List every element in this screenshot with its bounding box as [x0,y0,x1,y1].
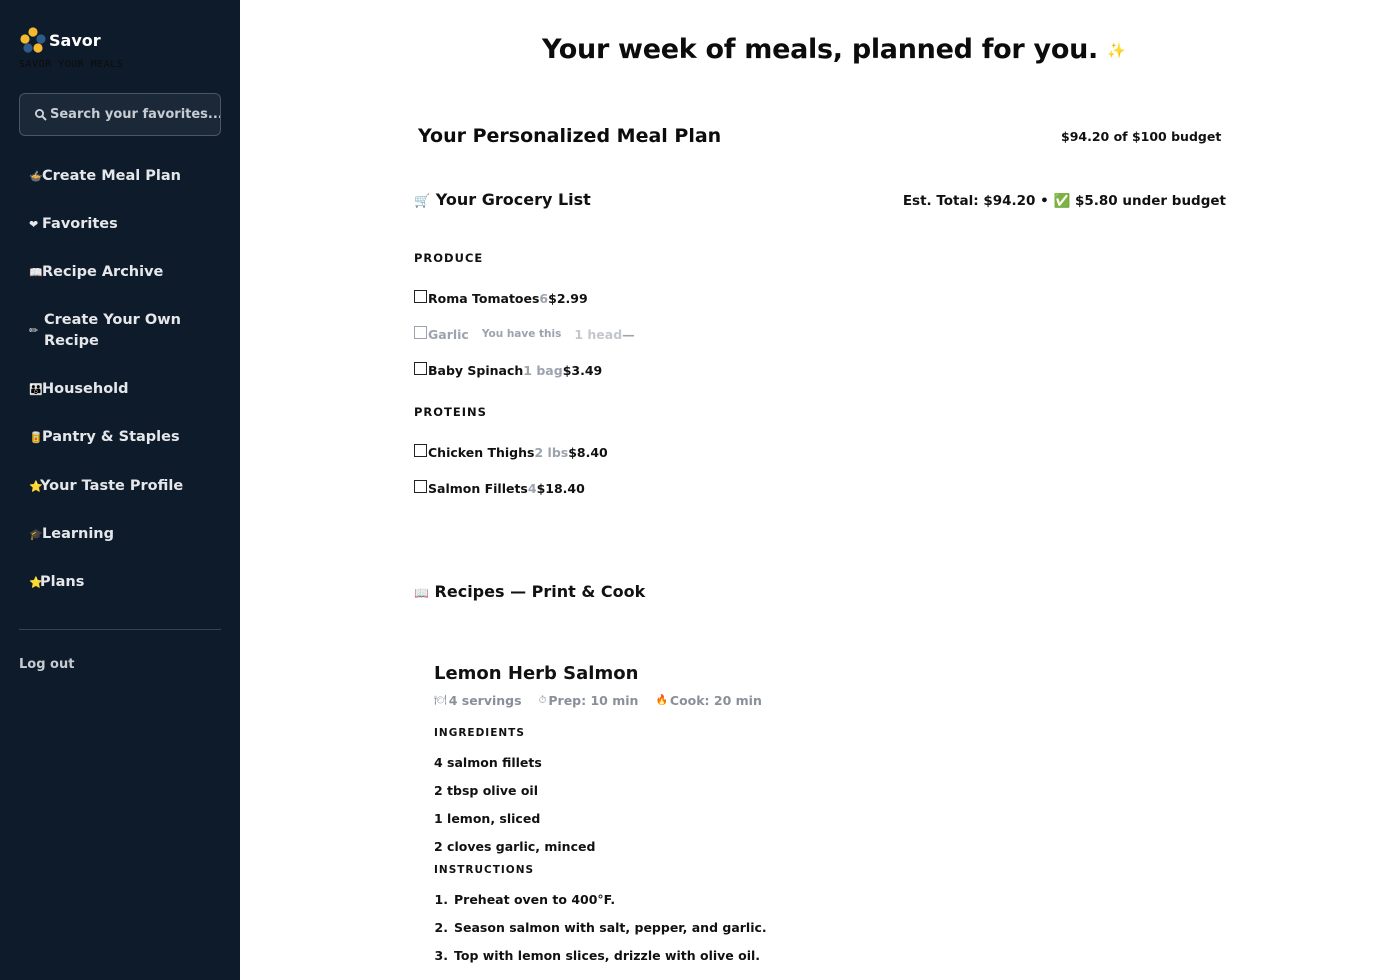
star-icon: ⭐ [29,576,43,589]
item-checkbox[interactable] [414,444,427,457]
grocery-item [414,361,602,379]
grocery-item [414,443,608,461]
item-quantity: 1 head [574,326,623,342]
sidebar [0,0,240,980]
step-number: 1. [434,892,448,907]
item-quantity: 1 bag [523,362,563,378]
step-text: Top with lemon slices, drizzle with olive oil. [454,948,761,963]
sidebar-item-label: Household [42,381,129,397]
sidebar-item-household[interactable] [29,379,219,400]
instruction-step [434,920,767,935]
item-checkbox[interactable] [414,362,427,375]
instructions-label: INSTRUCTIONS [434,864,535,876]
page-title-text: Your week of meals, planned for you. [542,34,1098,65]
recipes-section-title [414,582,645,601]
grocery-estimated-total: Est. Total: $94.20 • ✅ $5.80 under budget [902,193,1226,209]
recipe-prep-time [539,693,639,708]
recipe-meta [434,693,779,708]
brand-tagline: SAVOR YOUR MEALS [19,59,124,70]
step-number: 2. [434,920,448,935]
ingredient-item: 4 salmon fillets [434,755,542,770]
sidebar-item-label: Favorites [42,216,118,232]
graduation-cap-icon: 🎓 [29,528,43,541]
sidebar-item-label: Create Meal Plan [42,168,181,184]
meal-plan-title: Your Personalized Meal Plan [418,125,722,147]
heart-icon: ❤ [29,218,39,231]
item-quantity: 4 [527,480,537,496]
plate-icon: 🍽 [434,695,447,706]
item-name: Chicken Thighs [428,444,535,460]
item-price: $2.99 [548,290,588,306]
sidebar-item-create-your-own-recipe[interactable] [29,310,189,352]
item-price: — [622,326,635,342]
item-owned-note: You have this [481,328,562,340]
logout-button[interactable]: Log out [19,657,75,672]
grocery-list-title-text: Your Grocery List [435,190,591,209]
recipe-servings-text: 4 servings [448,693,522,708]
sidebar-item-learning[interactable] [29,524,219,545]
recipes-section-title-text: Recipes — Print & Cook [434,582,646,601]
ingredients-label: INGREDIENTS [434,727,525,739]
sidebar-item-create-meal-plan[interactable] [29,166,219,187]
fire-icon: 🔥 [655,695,668,706]
sidebar-item-label: Your Taste Profile [40,478,184,494]
item-name: Salmon Fillets [428,480,528,496]
ingredient-item: 2 cloves garlic, minced [434,839,596,854]
star-icon: ⭐ [29,480,43,493]
pantry-icon: 🥫 [29,431,43,444]
step-text: Season salmon with salt, pepper, and garlic. [454,920,767,935]
sidebar-item-label: Recipe Archive [42,264,164,280]
sidebar-divider [19,629,221,630]
recipe-servings [434,693,522,708]
recipe-cook-text: Cook: 20 min [669,693,762,708]
step-number: 3. [434,948,448,963]
item-name: Roma Tomatoes [428,290,540,306]
brand[interactable] [19,26,101,54]
sidebar-item-label: Plans [40,574,85,590]
step-text: Preheat oven to 400°F. [454,892,616,907]
sidebar-item-label: Create Your Own Recipe [44,312,181,349]
item-price: $8.40 [568,444,608,460]
sidebar-item-taste-profile[interactable] [29,476,219,497]
recipe-cook-time [655,693,761,708]
item-checkbox[interactable] [414,326,427,339]
item-quantity: 2 lbs [534,444,569,460]
sidebar-item-recipe-archive[interactable] [29,262,219,283]
pencil-icon: ✏ [29,324,39,337]
recipe-prep-text: Prep: 10 min [548,693,639,708]
timer-icon: ⏱ [538,695,547,706]
savor-logo-icon [19,26,47,54]
category-heading-proteins: PROTEINS [414,405,487,419]
sidebar-item-favorites[interactable] [29,214,219,235]
item-name: Baby Spinach [428,362,524,378]
book-icon: 📖 [29,266,43,279]
recipe-title: Lemon Herb Salmon [434,663,639,684]
sidebar-item-label: Pantry & Staples [42,429,180,445]
search-icon [34,108,48,122]
page-title [542,34,1125,65]
category-heading-produce: PRODUCE [414,251,484,265]
instruction-step [434,892,615,907]
sidebar-item-label: Learning [42,526,115,542]
search-input[interactable] [50,103,220,127]
item-checkbox[interactable] [414,480,427,493]
cart-icon: 🛒 [414,194,431,209]
ingredient-item: 2 tbsp olive oil [434,783,539,798]
book-icon: 📖 [414,586,429,600]
sparkles-icon: ✨ [1107,41,1126,60]
instruction-step [434,948,760,963]
budget-summary: $94.20 of $100 budget [1061,129,1222,144]
grocery-item-owned [414,325,635,343]
pot-icon: 🍲 [29,170,43,183]
sidebar-item-plans[interactable] [29,572,219,593]
sidebar-item-pantry-staples[interactable] [29,427,219,448]
item-price: $18.40 [536,480,585,496]
item-price: $3.49 [562,362,603,378]
item-checkbox[interactable] [414,290,427,303]
grocery-item [414,289,588,307]
item-name: Garlic [428,326,469,342]
grocery-item [414,479,585,497]
search-box[interactable] [19,93,221,136]
brand-name: Savor [49,30,101,50]
ingredient-item: 1 lemon, sliced [434,811,541,826]
grocery-list-title [414,190,591,209]
item-quantity: 6 [539,290,549,306]
household-icon: 👪 [29,383,43,396]
